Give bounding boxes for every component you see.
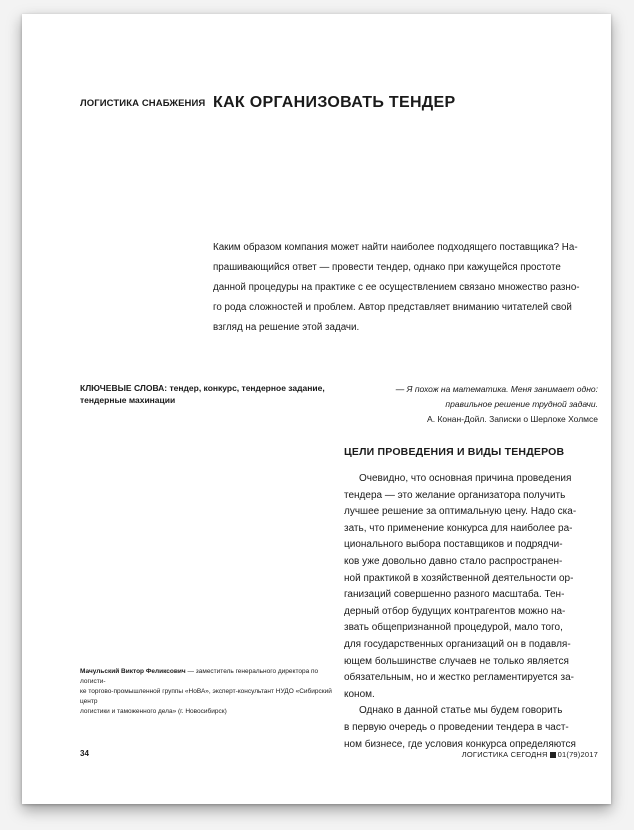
body-line: дерный отбор будущих контрагентов можно на- bbox=[344, 605, 566, 617]
article-title: КАК ОРГАНИЗОВАТЬ ТЕНДЕР bbox=[213, 94, 456, 111]
body-line: обязательным, но и жестко регламентируется за- bbox=[344, 672, 574, 684]
paragraph bbox=[344, 703, 600, 753]
document-page bbox=[22, 14, 611, 804]
lead-line: го рода сложностей и проблем. Автор представляет вниманию читателей свой bbox=[213, 302, 572, 313]
body-line: тендера — это желание организатора получить bbox=[344, 489, 566, 501]
body-line: Очевидно, что основная причина проведения bbox=[359, 473, 572, 484]
epigraph-quote: — Я похож на математика. Меня занимает одно: bbox=[395, 384, 598, 394]
lead-line: Каким образом компания может найти наиболее подходящего поставщика? На- bbox=[213, 242, 578, 253]
body-line: ганизаций совершенно разного масштаба. Тен- bbox=[344, 589, 565, 601]
body-line: лучшее решение за оптимальную цену. Надо ска- bbox=[344, 506, 577, 518]
author-line: ке торгово-промышленной группы «НоВА», эксперт-консультант НУДО «Сибирский центр bbox=[80, 688, 332, 705]
paragraph bbox=[344, 471, 600, 703]
issue-number: 01(79)2017 bbox=[557, 750, 598, 759]
keywords-line: тендерные махинации bbox=[80, 395, 176, 405]
lead-paragraph bbox=[213, 238, 597, 338]
body-line: для государственных организаций он в подавля- bbox=[344, 638, 571, 650]
lead-line: данной процедуры на практике с ее осуществлением связано множество разно- bbox=[213, 282, 580, 293]
epigraph bbox=[344, 382, 598, 427]
body-line: коном. bbox=[344, 688, 375, 700]
body-line: ков уже довольно давно стало распространен- bbox=[344, 555, 563, 567]
keywords-line: КЛЮЧЕВЫЕ СЛОВА: тендер, конкурс, тендерное задание, bbox=[80, 383, 325, 393]
journal-name: ЛОГИСТИКА СЕГОДНЯ bbox=[461, 750, 548, 759]
body-line: ционального выбора поставщиков и подрядчи- bbox=[344, 539, 563, 551]
body-line: зать, что применение конкурса для наиболее ра- bbox=[344, 522, 573, 534]
author-bio bbox=[80, 667, 335, 717]
author-line: логистики и таможенного дела» (г. Новосибирск) bbox=[80, 708, 227, 715]
epigraph-source: А. Конан-Дойл. Записки о Шерлоке Холмсе bbox=[427, 414, 598, 424]
square-separator-icon bbox=[550, 752, 556, 758]
body-line: в первую очередь о проведении тендера в част- bbox=[344, 721, 569, 733]
lead-line: взгляд на решение этой задачи. bbox=[213, 322, 360, 333]
author-role: — заместитель генерального директора по логисти- bbox=[80, 668, 319, 685]
running-footer bbox=[462, 750, 598, 759]
epigraph-quote: правильное решение трудной задачи. bbox=[445, 399, 598, 409]
body-line: ющем большинстве случаев не только является bbox=[344, 655, 569, 667]
page-number: 34 bbox=[80, 749, 89, 758]
body-line: ной практикой в хозяйственной деятельности ор- bbox=[344, 572, 574, 584]
body-text bbox=[344, 471, 600, 753]
section-label: ЛОГИСТИКА СНАБЖЕНИЯ bbox=[80, 98, 206, 109]
body-line: ном бизнесе, где условия конкурса определяются bbox=[344, 738, 576, 750]
body-line: Однако в данной статье мы будем говорить bbox=[359, 705, 563, 717]
lead-line: прашивающийся ответ — провести тендер, однако при кажущейся простоте bbox=[213, 262, 561, 273]
section-heading: ЦЕЛИ ПРОВЕДЕНИЯ И ВИДЫ ТЕНДЕРОВ bbox=[344, 446, 565, 458]
body-line: звать общепризнанной процедурой, мало того, bbox=[344, 622, 563, 634]
author-name: Мачульский Виктор Феликсович bbox=[80, 668, 186, 675]
author-line bbox=[80, 667, 335, 687]
keywords bbox=[80, 382, 330, 406]
